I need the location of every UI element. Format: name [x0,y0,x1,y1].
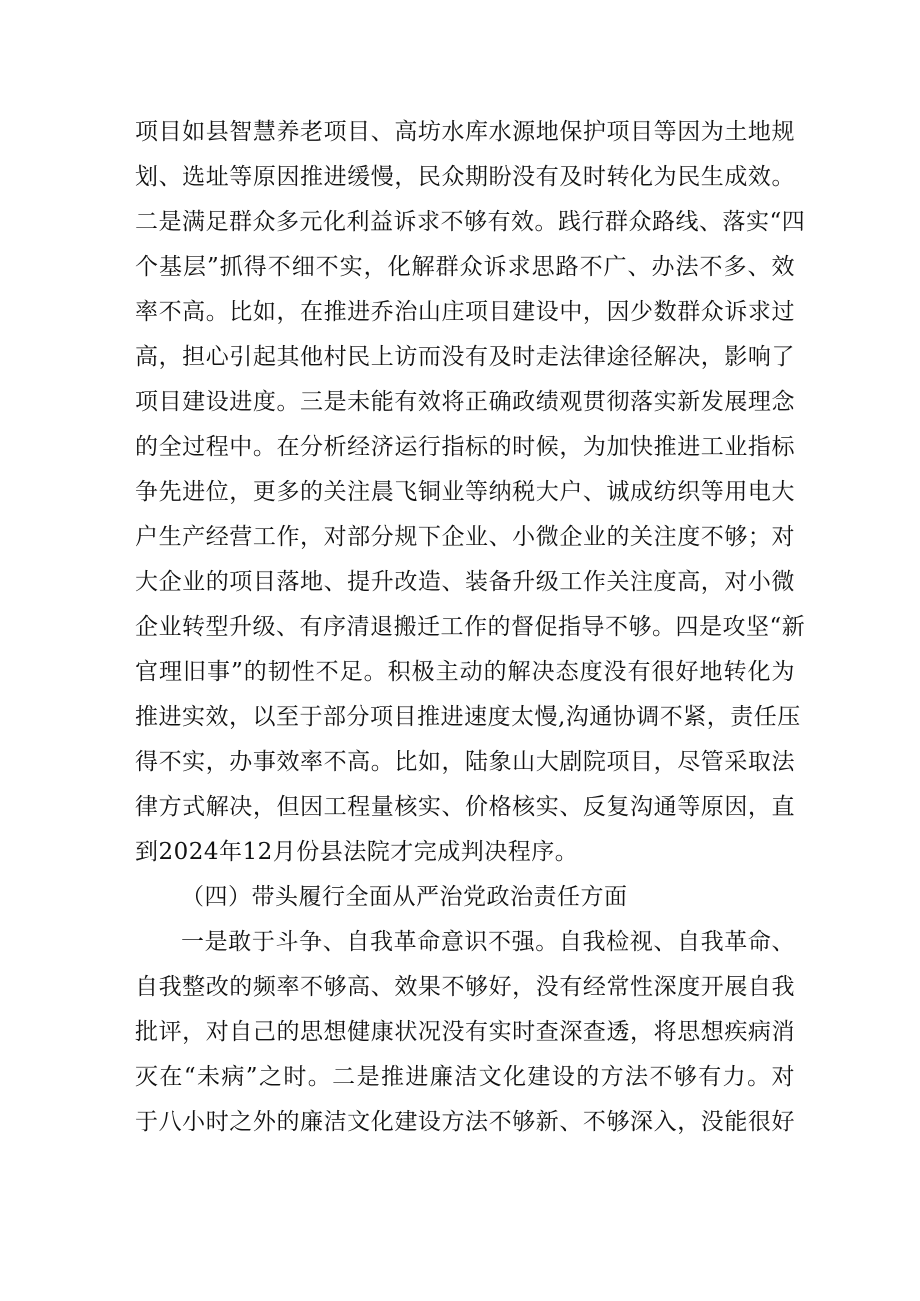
text-line: 大企业的项目落地、提升改造、装备升级工作关注度高，对小微 [135,569,795,595]
text-line: 灭在“未病”之时。二是推进廉洁文化建设的方法不够有力。对 [135,1064,795,1090]
text-line: 划、选址等原因推进缓慢，民众期盼没有及时转化为民生成效。 [135,164,795,190]
document-body [135,110,806,1145]
text-line: 自我整改的频率不够高、效果不够好，没有经常性深度开展自我 [135,974,795,1000]
text-line: 得不实，办事效率不高。比如，陆象山大剧院项目，尽管采取法 [135,749,795,775]
text-line: 官理旧事”的韧性不足。积极主动的解决态度没有很好地转化为 [135,659,795,685]
text-line: 二是满足群众多元化利益诉求不够有效。践行群众路线、落实“四 [135,209,806,235]
text-line: 批评，对自己的思想健康状况没有实时查深查透，将思想疾病消 [135,1019,795,1045]
paragraph [135,920,795,1145]
text-line: 律方式解决，但因工程量核实、价格核实、反复沟通等原因，直 [135,794,795,820]
text-line: 的全过程中。在分析经济运行指标的时候，为加快推进工业指标 [135,434,795,460]
text-line: 项目如县智慧养老项目、高坊水库水源地保护项目等因为土地规 [135,119,795,145]
text-line: 个基层”抓得不细不实，化解群众诉求思路不广、办法不多、效 [135,254,795,280]
text-line: 推进实效，以至于部分项目推进速度太慢,沟通协调不紧，责任压 [135,704,801,730]
text-line: 率不高。比如，在推进乔治山庄项目建设中，因少数群众诉求过 [135,299,795,325]
text-line: 争先进位，更多的关注晨飞铜业等纳税大户、诚成纺织等用电大 [135,479,795,505]
text-line: 企业转型升级、有序清退搬迁工作的督促指导不够。四是攻坚“新 [135,614,806,640]
text-line: 高，担心引起其他村民上访而没有及时走法律途径解决，影响了 [135,344,795,370]
text-line: 项目建设进度。三是未能有效将正确政绩观贯彻落实新发展理念 [135,389,795,415]
text-line: 于八小时之外的廉洁文化建设方法不够新、不够深入，没能很好 [135,1109,795,1135]
text-line: 一是敢于斗争、自我革命意识不强。自我检视、自我革命、 [181,929,795,955]
paragraph-continued [135,110,806,875]
section-heading: （四）带头履行全面从严治党政治责任方面 [181,884,628,910]
text-line: 到2024年12月份县法院才完成判决程序。 [135,839,579,865]
text-line: 户生产经营工作，对部分规下企业、小微企业的关注度不够；对 [135,524,795,550]
